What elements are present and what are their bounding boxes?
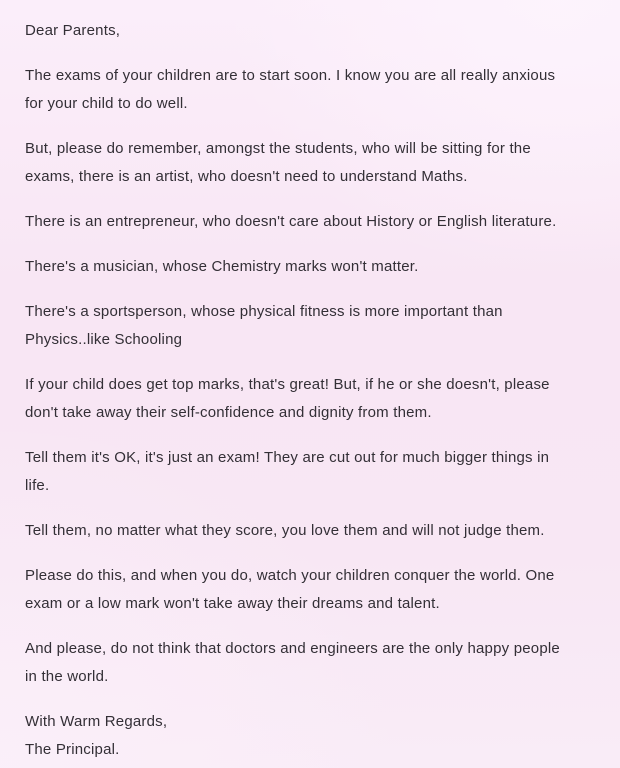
paragraph-line: don't take away their self-confidence and dignity from them. (25, 404, 432, 421)
paragraph-line: Please do this, and when you do, watch your children conquer the world. One (25, 567, 555, 584)
paragraph-line: exam or a low mark won't take away their dreams and talent. (25, 595, 440, 612)
paragraph (25, 635, 600, 691)
paragraph-line: in the world. (25, 668, 109, 685)
paragraph (25, 444, 600, 500)
paragraph-line: There is an entrepreneur, who doesn't care about History or English literature. (25, 213, 557, 230)
paragraph (25, 298, 600, 354)
paragraph-line: for your child to do well. (25, 95, 188, 112)
closing-signature: The Principal. (25, 741, 120, 758)
paragraph-line: But, please do remember, amongst the students, who will be sitting for the (25, 140, 531, 157)
letter-paragraphs (25, 62, 600, 691)
paragraph (25, 371, 600, 427)
paragraph-line: And please, do not think that doctors and engineers are the only happy people (25, 640, 560, 657)
paragraph-line: Tell them it's OK, it's just an exam! They are cut out for much bigger things in (25, 449, 550, 466)
paragraph (25, 253, 600, 281)
paragraph (25, 208, 600, 236)
closing-regards: With Warm Regards, (25, 713, 168, 730)
paragraph-line: The exams of your children are to start soon. I know you are all really anxious (25, 67, 556, 84)
paragraph-line: exams, there is an artist, who doesn't need to understand Maths. (25, 168, 468, 185)
paragraph-line: Physics..like Schooling (25, 331, 183, 348)
salutation: Dear Parents, (25, 22, 121, 39)
paragraph (25, 62, 600, 118)
paragraph (25, 517, 600, 545)
paragraph-line: life. (25, 477, 50, 494)
salutation-block (25, 17, 600, 45)
paragraph (25, 135, 600, 191)
paragraph (25, 562, 600, 618)
signature-block (25, 708, 600, 764)
paragraph-line: There's a sportsperson, whose physical fitness is more important than (25, 303, 503, 320)
paragraph-line: There's a musician, whose Chemistry marks won't matter. (25, 258, 419, 275)
paragraph-line: If your child does get top marks, that's great! But, if he or she doesn't, please (25, 376, 550, 393)
paragraph-line: Tell them, no matter what they score, you love them and will not judge them. (25, 522, 545, 539)
